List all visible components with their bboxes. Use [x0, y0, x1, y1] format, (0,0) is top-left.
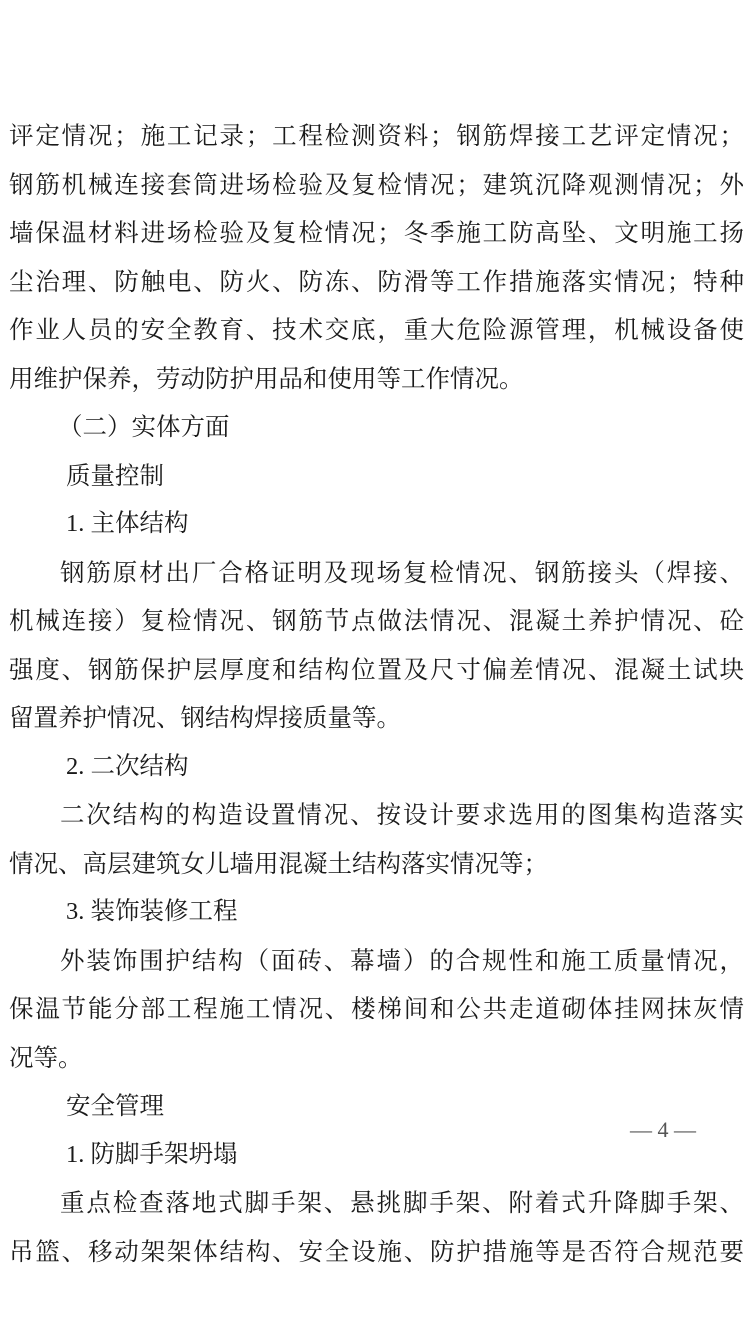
paragraph-first-line: 钢筋原材出厂合格证明及现场复检情况、钢筋接头（焊接、	[60, 557, 744, 587]
text-line: 况等。	[9, 1042, 83, 1072]
item-heading: 2. 二次结构	[66, 752, 189, 780]
text-line: 机械连接）复检情况、钢筋节点做法情况、混凝土养护情况、砼	[9, 606, 744, 635]
text-line: 强度、钢筋保护层厚度和结构位置及尺寸偏差情况、混凝土试块	[9, 654, 744, 684]
text-line: 吊篮、移动架架体结构、安全设施、防护措施等是否符合规范要	[9, 1236, 744, 1266]
paragraph-first-line: 二次结构的构造设置情况、按设计要求选用的图集构造落实	[60, 800, 744, 829]
document-body	[0, 112, 750, 1276]
subsection-heading: 质量控制	[66, 460, 164, 490]
paragraph-first-line: 外装饰围护结构（面砖、幕墙）的合规性和施工质量情况，	[60, 945, 744, 975]
text-line: 留置养护情况、钢结构焊接质量等。	[9, 703, 401, 732]
paragraph-first-line: 重点检查落地式脚手架、悬挑脚手架、附着式升降脚手架、	[60, 1188, 744, 1217]
item-heading: 3. 装饰装修工程	[66, 898, 238, 925]
text-line: 墙保温材料进场检验及复检情况；冬季施工防高坠、文明施工扬	[9, 218, 744, 247]
text-line: 情况、高层建筑女儿墙用混凝土结构落实情况等；	[9, 848, 548, 878]
section-heading: （二）实体方面	[58, 412, 230, 441]
text-line: 评定情况；施工记录；工程检测资料；钢筋焊接工艺评定情况；	[9, 121, 744, 150]
text-line: 用维护保养，劳动防护用品和使用等工作情况。	[9, 363, 524, 393]
item-heading: 1. 防脚手架坍塌	[66, 1140, 238, 1168]
item-heading: 1. 主体结构	[66, 510, 189, 537]
text-line: 钢筋机械连接套筒进场检验及复检情况；建筑沉降观测情况；外	[9, 169, 744, 199]
page-number: — 4 —	[630, 1117, 696, 1142]
text-line: 保温节能分部工程施工情况、楼梯间和公共走道砌体挂网抹灰情	[9, 994, 744, 1023]
text-line: 作业人员的安全教育、技术交底，重大危险源管理，机械设备使	[9, 315, 744, 344]
subsection-heading: 安全管理	[66, 1091, 164, 1120]
text-line: 尘治理、防触电、防火、防冻、防滑等工作措施落实情况；特种	[9, 266, 744, 296]
